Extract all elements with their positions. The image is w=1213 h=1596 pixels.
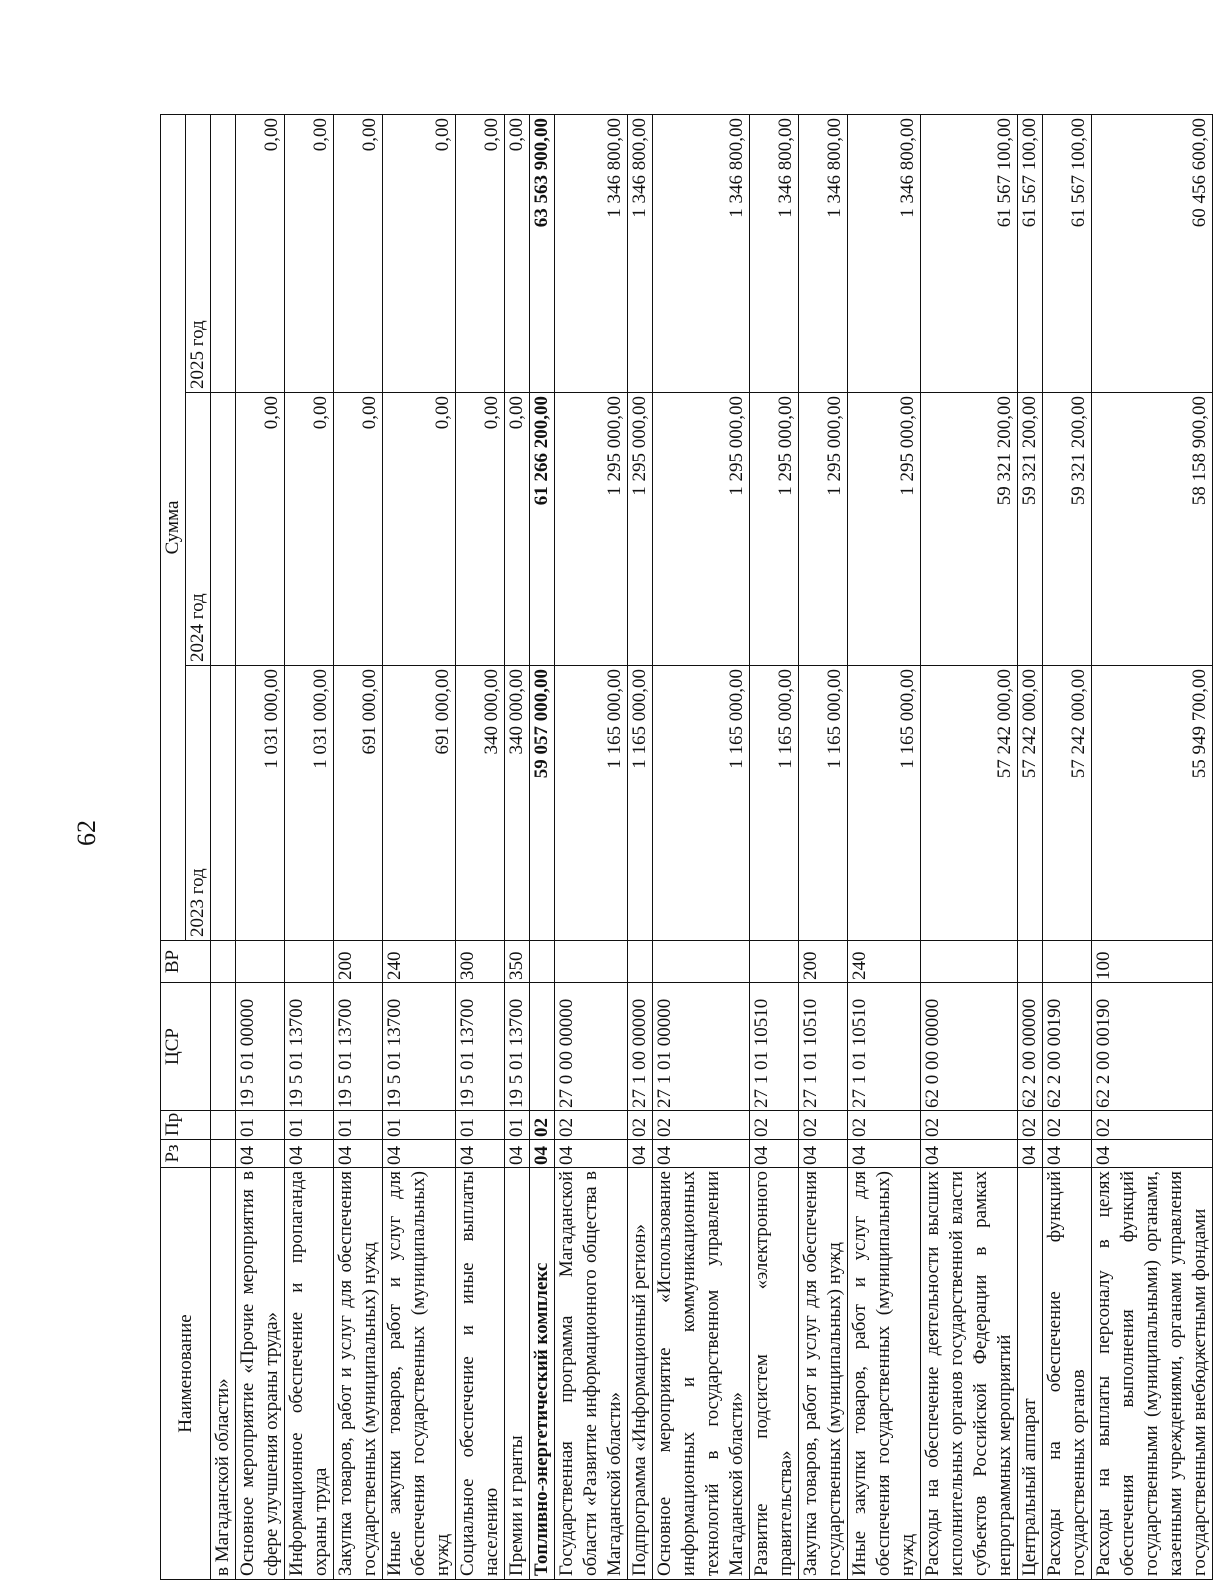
- cell-y2023: 1 165 000,00: [848, 666, 921, 941]
- cell-y2025: 0,00: [456, 114, 505, 392]
- cell-csr: [211, 983, 236, 1111]
- cell-name: Иные закупки товаров, работ и услуг для обеспечения государственных (муниципальных) нужд: [383, 1168, 456, 1580]
- cell-name: Центральный аппарат: [1018, 1168, 1043, 1580]
- cell-name: Топливно-энергетический комплекс: [530, 1168, 555, 1580]
- cell-vr: 200: [799, 941, 848, 983]
- cell-csr: 62 2 00 00190: [1092, 983, 1213, 1111]
- cell-rz: 04: [236, 1140, 285, 1168]
- table-row: [555, 114, 628, 1579]
- cell-csr: 27 0 00 00000: [555, 983, 628, 1111]
- cell-csr: 19 5 01 13700: [285, 983, 334, 1111]
- cell-y2023: 1 031 000,00: [285, 666, 334, 941]
- table-row: [921, 114, 1018, 1579]
- cell-y2023: 57 242 000,00: [1043, 666, 1092, 941]
- cell-vr: [1018, 941, 1043, 983]
- table-row: [848, 114, 921, 1579]
- cell-vr: 200: [334, 941, 383, 983]
- header-sum: Сумма: [161, 114, 186, 940]
- cell-y2024: 59 321 200,00: [1018, 393, 1043, 666]
- table-row: [750, 114, 799, 1579]
- table-row: [530, 114, 555, 1579]
- cell-y2024: 1 295 000,00: [848, 393, 921, 666]
- cell-name: Основное мероприятие «Прочие мероприятия в сфере улучшения охраны труда»: [236, 1168, 285, 1580]
- cell-csr: 19 5 01 13700: [505, 983, 530, 1111]
- cell-y2024: 0,00: [456, 393, 505, 666]
- cell-csr: 27 1 01 10510: [848, 983, 921, 1111]
- cell-pr: 02: [653, 1111, 750, 1140]
- cell-csr: 62 2 00 00190: [1043, 983, 1092, 1111]
- cell-name: Государственная программа Магаданской области «Развитие информационного общества в Магаданской области»: [555, 1168, 628, 1580]
- cell-vr: [530, 941, 555, 983]
- cell-pr: 02: [848, 1111, 921, 1140]
- cell-y2024: 59 321 200,00: [921, 393, 1018, 666]
- page-number: 62: [72, 820, 101, 846]
- cell-vr: [1043, 941, 1092, 983]
- cell-pr: 02: [555, 1111, 628, 1140]
- cell-y2024: 58 158 900,00: [1092, 393, 1213, 666]
- budget-table-container: [160, 115, 1210, 1580]
- table-row: [1018, 114, 1043, 1579]
- cell-rz: 04: [456, 1140, 505, 1168]
- cell-csr: 19 5 01 13700: [456, 983, 505, 1111]
- table-row: [799, 114, 848, 1579]
- cell-rz: 04: [383, 1140, 456, 1168]
- cell-vr: [628, 941, 653, 983]
- cell-name: Подпрограмма «Информационный регион»: [628, 1168, 653, 1580]
- cell-y2025: 0,00: [383, 114, 456, 392]
- cell-csr: [530, 983, 555, 1111]
- cell-vr: [555, 941, 628, 983]
- table-row: [211, 114, 236, 1579]
- cell-rz: 04: [285, 1140, 334, 1168]
- cell-y2025: 0,00: [236, 114, 285, 392]
- cell-y2023: 55 949 700,00: [1092, 666, 1213, 941]
- cell-y2025: 1 346 800,00: [848, 114, 921, 392]
- cell-y2024: 1 295 000,00: [750, 393, 799, 666]
- cell-pr: 02: [1092, 1111, 1213, 1140]
- cell-name: Закупка товаров, работ и услуг для обеспечения государственных (муниципальных) нужд: [799, 1168, 848, 1580]
- cell-y2023: 59 057 000,00: [530, 666, 555, 941]
- cell-rz: 04: [628, 1140, 653, 1168]
- table-row: [334, 114, 383, 1579]
- cell-y2023: 1 165 000,00: [555, 666, 628, 941]
- cell-csr: 62 2 00 00000: [1018, 983, 1043, 1111]
- cell-vr: [211, 941, 236, 983]
- table-row: [1043, 114, 1092, 1579]
- cell-vr: 300: [456, 941, 505, 983]
- cell-vr: 240: [848, 941, 921, 983]
- cell-y2025: 61 567 100,00: [1043, 114, 1092, 392]
- cell-y2023: 340 000,00: [505, 666, 530, 941]
- cell-y2025: [211, 114, 236, 392]
- cell-rz: 04: [653, 1140, 750, 1168]
- cell-y2023: 1 031 000,00: [236, 666, 285, 941]
- cell-pr: 02: [530, 1111, 555, 1140]
- header-pr: Пр: [161, 1111, 211, 1140]
- cell-y2025: 1 346 800,00: [555, 114, 628, 392]
- cell-name: Закупка товаров, работ и услуг для обеспечения государственных (муниципальных) нужд: [334, 1168, 383, 1580]
- cell-y2023: 1 165 000,00: [799, 666, 848, 941]
- cell-rz: 04: [1043, 1140, 1092, 1168]
- cell-rz: 04: [334, 1140, 383, 1168]
- header-2024: 2024 год: [186, 393, 211, 666]
- cell-pr: 02: [750, 1111, 799, 1140]
- cell-csr: 19 5 01 13700: [383, 983, 456, 1111]
- cell-y2025: 60 456 600,00: [1092, 114, 1213, 392]
- cell-y2023: 1 165 000,00: [750, 666, 799, 941]
- cell-pr: 02: [921, 1111, 1018, 1140]
- cell-y2024: 0,00: [236, 393, 285, 666]
- table-row: [285, 114, 334, 1579]
- cell-pr: 02: [799, 1111, 848, 1140]
- cell-name: в Магаданской области»: [211, 1168, 236, 1580]
- cell-rz: 04: [555, 1140, 628, 1168]
- cell-name: Расходы на выплаты персоналу в целях обеспечения выполнения функций государственными (муниципальными) органами, казенными учреждениями, органами управления государственными внебюджетными фондами: [1092, 1168, 1213, 1580]
- table-row: [628, 114, 653, 1579]
- cell-pr: 01: [505, 1111, 530, 1140]
- cell-pr: 01: [383, 1111, 456, 1140]
- cell-rz: 04: [505, 1140, 530, 1168]
- header-2025: 2025 год: [186, 114, 211, 392]
- cell-pr: 01: [236, 1111, 285, 1140]
- cell-y2024: 1 295 000,00: [628, 393, 653, 666]
- cell-y2025: 0,00: [505, 114, 530, 392]
- cell-y2025: 63 563 900,00: [530, 114, 555, 392]
- cell-rz: 04: [848, 1140, 921, 1168]
- header-csr: ЦСР: [161, 983, 211, 1111]
- cell-csr: 27 1 01 10510: [799, 983, 848, 1111]
- cell-y2024: 59 321 200,00: [1043, 393, 1092, 666]
- table-row: [456, 114, 505, 1579]
- cell-y2024: 1 295 000,00: [799, 393, 848, 666]
- cell-pr: 01: [285, 1111, 334, 1140]
- cell-rz: 04: [1018, 1140, 1043, 1168]
- cell-name: Расходы на обеспечение функций государственных органов: [1043, 1168, 1092, 1580]
- cell-y2025: 0,00: [285, 114, 334, 392]
- cell-name: Иные закупки товаров, работ и услуг для обеспечения государственных (муниципальных) нужд: [848, 1168, 921, 1580]
- cell-vr: 350: [505, 941, 530, 983]
- cell-name: Премии и гранты: [505, 1168, 530, 1580]
- cell-pr: 02: [628, 1111, 653, 1140]
- cell-y2025: 61 567 100,00: [1018, 114, 1043, 392]
- cell-vr: [653, 941, 750, 983]
- header-2023: 2023 год: [186, 666, 211, 941]
- cell-y2025: 0,00: [334, 114, 383, 392]
- budget-table: [160, 114, 1213, 1580]
- cell-vr: [236, 941, 285, 983]
- header-name: Наименование: [161, 1168, 211, 1580]
- cell-rz: 04: [921, 1140, 1018, 1168]
- cell-csr: 19 5 01 00000: [236, 983, 285, 1111]
- header-vr: ВР: [161, 941, 211, 983]
- cell-y2025: 1 346 800,00: [628, 114, 653, 392]
- cell-y2024: 1 295 000,00: [653, 393, 750, 666]
- cell-rz: 04: [750, 1140, 799, 1168]
- cell-name: Социальное обеспечение и иные выплаты населению: [456, 1168, 505, 1580]
- cell-y2024: 61 266 200,00: [530, 393, 555, 666]
- cell-pr: 01: [334, 1111, 383, 1140]
- cell-pr: 02: [1043, 1111, 1092, 1140]
- table-row: [653, 114, 750, 1579]
- cell-y2023: 691 000,00: [383, 666, 456, 941]
- cell-y2024: 0,00: [334, 393, 383, 666]
- cell-y2025: 1 346 800,00: [750, 114, 799, 392]
- cell-pr: 01: [456, 1111, 505, 1140]
- cell-y2023: 57 242 000,00: [921, 666, 1018, 941]
- cell-y2024: 0,00: [383, 393, 456, 666]
- cell-rz: 04: [1092, 1140, 1213, 1168]
- cell-csr: 62 0 00 00000: [921, 983, 1018, 1111]
- cell-y2024: 0,00: [505, 393, 530, 666]
- cell-csr: 27 1 01 10510: [750, 983, 799, 1111]
- cell-y2025: 1 346 800,00: [653, 114, 750, 392]
- cell-vr: 240: [383, 941, 456, 983]
- cell-y2023: 57 242 000,00: [1018, 666, 1043, 941]
- table-row: [505, 114, 530, 1579]
- cell-y2023: [211, 666, 236, 941]
- cell-y2023: 1 165 000,00: [628, 666, 653, 941]
- cell-name: Расходы на обеспечение деятельности высших исполнительных органов государственной власти субъектов Российской Федерации в рамках непрограммных мероприятий: [921, 1168, 1018, 1580]
- cell-y2023: 691 000,00: [334, 666, 383, 941]
- cell-csr: 27 1 01 00000: [653, 983, 750, 1111]
- cell-y2023: 340 000,00: [456, 666, 505, 941]
- cell-name: Основное мероприятие «Использование информационных и коммуникационных технологий в государственном управлении Магаданской области»: [653, 1168, 750, 1580]
- cell-csr: 19 5 01 13700: [334, 983, 383, 1111]
- cell-rz: 04: [530, 1140, 555, 1168]
- cell-vr: [921, 941, 1018, 983]
- table-row: [383, 114, 456, 1579]
- cell-y2025: 61 567 100,00: [921, 114, 1018, 392]
- cell-y2023: 1 165 000,00: [653, 666, 750, 941]
- cell-vr: 100: [1092, 941, 1213, 983]
- cell-rz: [211, 1140, 236, 1168]
- table-row: [236, 114, 285, 1579]
- cell-pr: [211, 1111, 236, 1140]
- cell-name: Развитие подсистем «электронного правительства»: [750, 1168, 799, 1580]
- cell-name: Информационное обеспечение и пропаганда охраны труда: [285, 1168, 334, 1580]
- cell-vr: [750, 941, 799, 983]
- table-row: [1092, 114, 1213, 1579]
- cell-y2025: 1 346 800,00: [799, 114, 848, 392]
- cell-y2024: 1 295 000,00: [555, 393, 628, 666]
- header-rz: Рз: [161, 1140, 211, 1168]
- cell-y2024: 0,00: [285, 393, 334, 666]
- cell-pr: 02: [1018, 1111, 1043, 1140]
- cell-rz: 04: [799, 1140, 848, 1168]
- cell-csr: 27 1 00 00000: [628, 983, 653, 1111]
- cell-vr: [285, 941, 334, 983]
- cell-y2024: [211, 393, 236, 666]
